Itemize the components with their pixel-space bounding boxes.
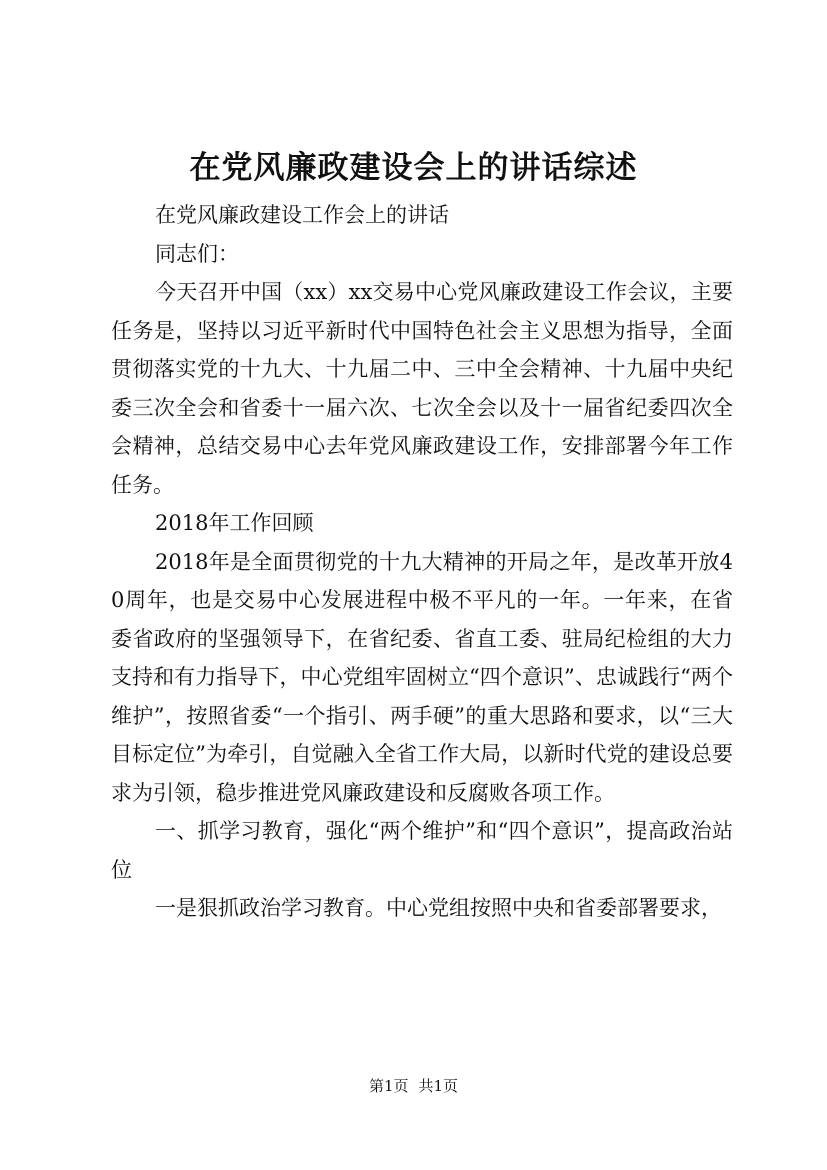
page-total: 共1页 bbox=[418, 1077, 459, 1095]
page-footer bbox=[0, 1076, 827, 1096]
paragraph-section-heading: 2018年工作回顾 bbox=[155, 511, 314, 535]
document-title: 在党风廉政建设会上的讲话综述 bbox=[189, 150, 638, 186]
page-number: 第1页 bbox=[368, 1077, 409, 1095]
paragraph-subtitle: 在党风廉政建设工作会上的讲话 bbox=[155, 203, 449, 227]
paragraph-heading-one: 一、抓学习教育，强化“两个维护”和“四个意识”，提高政治站位 bbox=[111, 819, 733, 882]
paragraph-point-one: 一是狠抓政治学习教育。中心党组按照中央和省委部署要求， bbox=[155, 896, 722, 920]
document-body bbox=[111, 196, 733, 928]
paragraph-salutation: 同志们： bbox=[155, 241, 239, 266]
paragraph-review: 2018年是全面贯彻党的十九大精神的开局之年，是改革开放40周年，也是交易中心发展进程中极不平凡的一年。一年来，在省委省政府的坚强领导下，在省纪委、省直工委、驻局纪检组的大力支持和有力指导下，中心党组牢固树立“四个意识”、忠诚践行“两个维护”，按照省委“一个指引、两手硬”的重大思路和要求，以“三大目标定位”为牵引，自觉融入全省工作大局，以新时代党的建设总要求为引领，稳步推进党风廉政建设和反腐败各项工作。 bbox=[111, 549, 733, 805]
paragraph-intro: 今天召开中国（xx）xx交易中心党风廉政建设工作会议，主要任务是，坚持以习近平新时代中国特色社会主义思想为指导，全面贯彻落实党的十九大、十九届二中、三中全会精神、十九届中央纪委三次全会和省委十一届六次、七次全会以及十一届省纪委四次全会精神，总结交易中心去年党风廉政建设工作，安排部署今年工作任务。 bbox=[111, 280, 733, 497]
